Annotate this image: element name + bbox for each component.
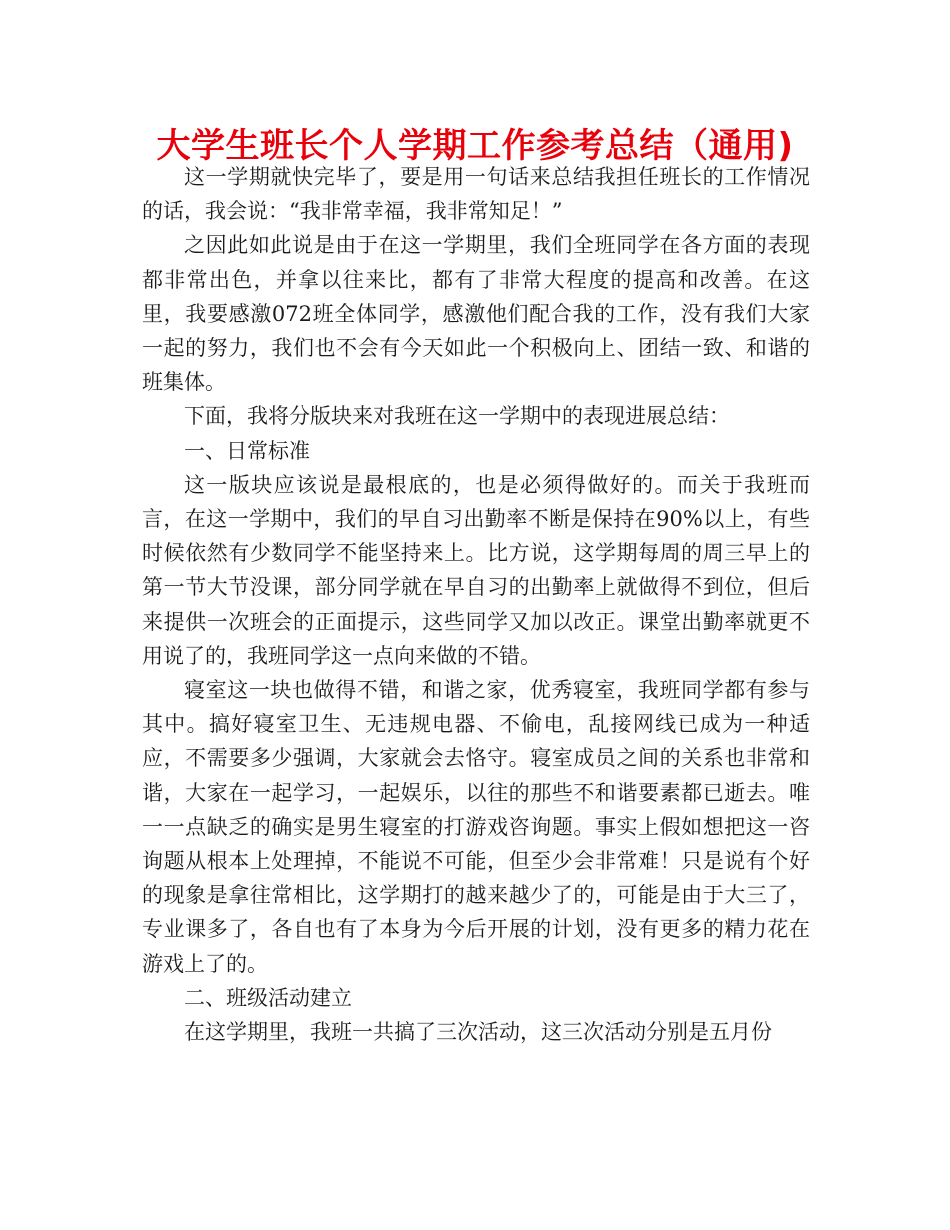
paragraph-daily: 这一版块应该说是最根底的，也是必须得做好的。而关于我班而言，在这一学期中，我们的早自习出勤率不断是保持在90%以上，有些时候依然有少数同学不能坚持来上。比方说，这学期每周的周三早上的第一节大节没课，部分同学就在早自习的出勤率上就做得不到位，但后来提供一次班会的正面提示，这些同学又加以改正。课堂出勤率就更不用说了的，我班同学这一点向来做的不错。 — [142, 472, 810, 668]
paragraph-activities: 在这学期里，我班一共搞了三次活动，这三次活动分别是五月份 — [184, 1020, 772, 1045]
paragraph-overview: 下面，我将分版块来对我班在这一学期中的表现进展总结： — [184, 404, 730, 429]
paragraph-dormitory: 寝室这一块也做得不错，和谐之家，优秀寝室，我班同学都有参与其中。搞好寝室卫生、无违规电器、不偷电，乱接网线已成为一种适应，不需要多少强调，大家就会去恪守。寝室成员之间的关系也非常和谐，大家在一起学习，一起娱乐，以往的那些不和谐要素都已逝去。唯一一点缺乏的确实是男生寝室的打游戏咨询题。事实上假如想把这一咨询题从根本上处理掉，不能说不可能，但至少会非常难！只是说有个好的现象是拿往常相比，这学期打的越来越少了的，可能是由于大三了，专业课多了，各自也有了本身为今后开展的计划，没有更多的精力花在游戏上了的。 — [142, 678, 810, 976]
section-heading-daily: 一、日常标准 — [184, 438, 310, 463]
section-heading-activities: 二、班级活动建立 — [184, 985, 352, 1010]
paragraph-intro: 这一学期就快完毕了，要是用一句话来总结我担任班长的工作情况的话，我会说：“我非常幸福，我非常知足！” — [142, 165, 810, 224]
document-body — [142, 160, 810, 1049]
paragraph-reason: 之因此如此说是由于在这一学期里，我们全班同学在各方面的表现都非常出色，并拿以往来比，都有了非常大程度的提高和改善。在这里，我要感激072班全体同学，感激他们配合我的工作，没有我们大家一起的努力，我们也不会有今天如此一个积极向上、团结一致、和谐的班集体。 — [142, 233, 810, 395]
document-title: 大学生班长个人学期工作参考总结（通用) — [156, 126, 794, 166]
